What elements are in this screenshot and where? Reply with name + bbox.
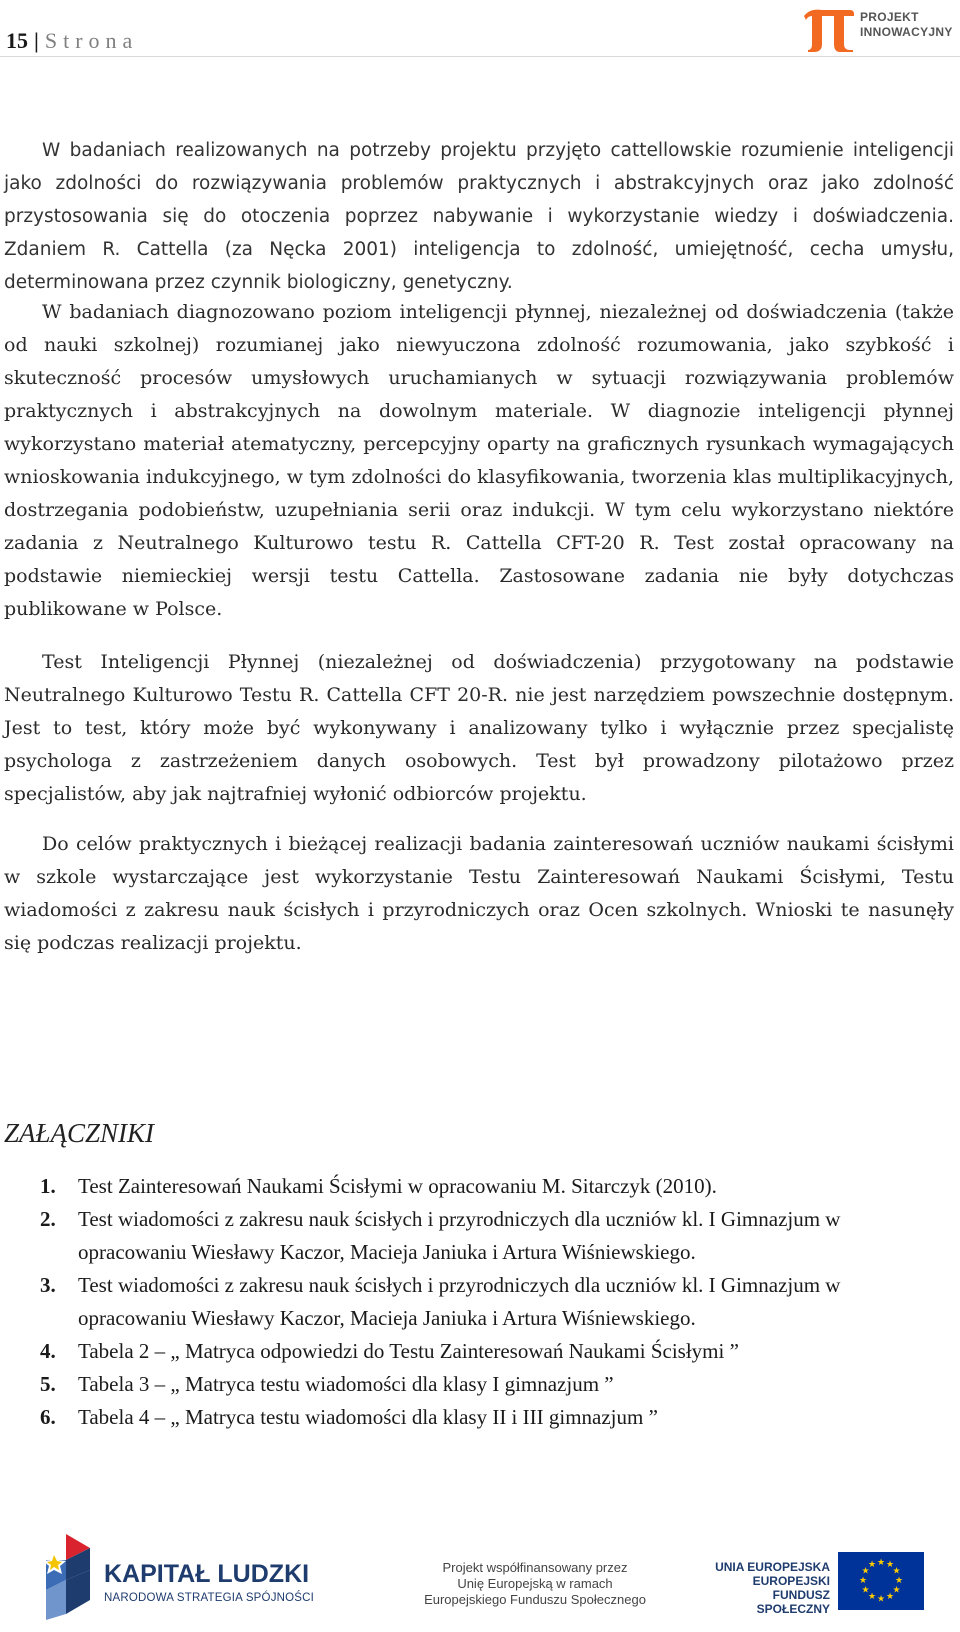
svg-text:★: ★ (858, 1576, 868, 1586)
logo-text (860, 10, 953, 40)
attachments-list (40, 1170, 920, 1434)
project-cofinanced-text (410, 1560, 660, 1608)
list-item-number: 3. (40, 1273, 56, 1297)
list-item (40, 1401, 920, 1434)
list-item-number: 2. (40, 1207, 56, 1231)
svg-text:★: ★ (892, 1585, 901, 1596)
project-line-3: Europejskiego Funduszu Społecznego (424, 1592, 646, 1607)
list-item-text: Test wiadomości z zakresu nauk ścisłych i przyrodniczych dla uczniów kl. I Gimnazjum w opracowaniu Wiesławy Kaczor, Macieja Janiuka i Artura Wiśniewskiego. (78, 1273, 841, 1330)
paragraph-4: Do celów praktycznych i bieżącej realizacji badania zainteresowań uczniów naukami ścisłymi w szkole wystarczające jest wykorzystanie Testu Zainteresowań Naukami Ścisłymi, Testu wiadomości z zakresu nauk ścisłych i przyrodniczych oraz Ocen szkolnych. Wnioski te nasunęły się podczas realizacji projektu. (4, 833, 954, 954)
list-item (40, 1368, 920, 1401)
kapital-ludzki-title: KAPITAŁ LUDZKI (104, 1560, 310, 1588)
eu-line-2: EUROPEJSKI (752, 1574, 830, 1588)
paragraph-3-block (4, 646, 954, 811)
paragraph-2-block (4, 296, 954, 626)
svg-text:★: ★ (876, 1558, 886, 1568)
paragraph-4-block (4, 828, 954, 960)
paragraph-1-block (4, 134, 954, 299)
eu-line-3: FUNDUSZ SPOŁECZNY (756, 1588, 830, 1616)
logo-line-1: PROJEKT (860, 10, 919, 24)
list-item-number: 6. (40, 1405, 56, 1429)
eu-fund-text (700, 1560, 830, 1616)
svg-text:★: ★ (894, 1576, 904, 1586)
svg-text:★: ★ (876, 1594, 886, 1605)
paragraph-2: W badaniach diagnozowano poziom inteligencji płynnej, niezależnej od doświadczenia (także od nauki szkolnej) rozumianej jako niewyuczona zdolność rozumowania, jako szybkość i skuteczność procesów umysłowych uruchamianych w sytuacji rozwiązywania problemów praktycznych i abstrakcyjnych na dowolnym materiale. W diagnozie inteligencji płynnej wykorzystano materiał atematyczny, percepcyjny oparty na graficznych rysunkach wymagających wnioskowania indukcyjnego, w tym zdolności do klasyfikowania, tworzenia klas multiplikacyjnych, dostrzegania podobieństw, uzupełniania serii oraz indukcji. W tym celu wykorzystano niektóre zadania z Neutralnego Kulturowo testu R. Cattella CFT-20 R. Test został opracowany na podstawie niemieckiej wersji testu Cattella. Zastosowane zadania nie były dotychczas publikowane w Polsce. (4, 301, 954, 620)
list-item-text: Tabela 4 – „ Matryca testu wiadomości dla klasy II i III gimnazjum ” (78, 1405, 658, 1429)
svg-text:★: ★ (885, 1592, 895, 1602)
eu-flag-icon (838, 1552, 924, 1610)
svg-text:★: ★ (867, 1560, 877, 1570)
list-item-text: Test Zainteresowań Naukami Ścisłymi w opracowaniu M. Sitarczyk (2010). (78, 1174, 717, 1198)
page-header (0, 0, 960, 60)
attachments-heading: ZAŁĄCZNIKI (4, 1118, 155, 1148)
svg-text:★: ★ (867, 1592, 877, 1602)
pi-logo-icon (800, 4, 856, 54)
paragraph-1: W badaniach realizowanych na potrzeby projektu przyjęto cattellowskie rozumienie inteligencji jako zdolności do rozwiązywania problemów praktycznych i abstrakcyjnych oraz jako zdolność przystosowania się do otoczenia poprzez nabywanie i wykorzystanie wiedzy i doświadczenia. Zdaniem R. Cattella (za Nęcka 2001) inteligencja to zdolność, umiejętność, cecha umysłu, determinowana przez czynnik biologiczny, genetyczny. (4, 140, 954, 293)
list-item (40, 1170, 920, 1203)
list-item-text: Tabela 2 – „ Matryca odpowiedzi do Testu Zainteresowań Naukami Ścisłymi ” (78, 1339, 739, 1363)
list-item (40, 1335, 920, 1368)
page-separator: | (34, 28, 39, 53)
kapital-ludzki-subtitle: NARODOWA STRATEGIA SPÓJNOŚCI (104, 1592, 315, 1604)
svg-text:★: ★ (892, 1566, 901, 1577)
list-item-number: 4. (40, 1339, 56, 1363)
eu-line-1: UNIA EUROPEJSKA (715, 1560, 830, 1574)
list-item-text: Tabela 3 – „ Matryca testu wiadomości dla klasy I gimnazjum ” (78, 1372, 614, 1396)
page-footer (0, 1520, 960, 1632)
svg-text:★: ★ (885, 1560, 895, 1570)
list-item (40, 1269, 920, 1335)
project-line-1: Projekt współfinansowany przez (442, 1560, 628, 1575)
page-word: Strona (44, 28, 139, 53)
svg-text:★: ★ (861, 1566, 870, 1577)
project-line-2: Unię Europejską w ramach (457, 1576, 613, 1591)
kapital-ludzki-logo-icon (40, 1530, 94, 1622)
list-item (40, 1203, 920, 1269)
paragraph-3: Test Inteligencji Płynnej (niezależnej od doświadczenia) przygotowany na podstawie Neutralnego Kulturowo Testu R. Cattella CFT 20-R. nie jest narzędziem powszechnie dostępnym. Jest to test, który może być wykonywany i analizowany tylko i wyłącznie przez specjalistę psychologa z zastrzeżeniem danych osobowych. Test był prowadzony pilotażowo przez specjalistów, aby jak najtrafniej wyłonić odbiorców projektu. (4, 651, 954, 805)
page-number-label (6, 28, 138, 54)
header-divider (0, 56, 960, 57)
page-number: 15 (6, 28, 28, 53)
list-item-text: Test wiadomości z zakresu nauk ścisłych i przyrodniczych dla uczniów kl. I Gimnazjum w opracowaniu Wiesławy Kaczor, Macieja Janiuka i Artura Wiśniewskiego. (78, 1207, 841, 1264)
logo-line-2: INNOWACYJNY (860, 25, 953, 39)
list-item-number: 5. (40, 1372, 56, 1396)
svg-text:★: ★ (861, 1585, 870, 1596)
list-item-number: 1. (40, 1174, 56, 1198)
